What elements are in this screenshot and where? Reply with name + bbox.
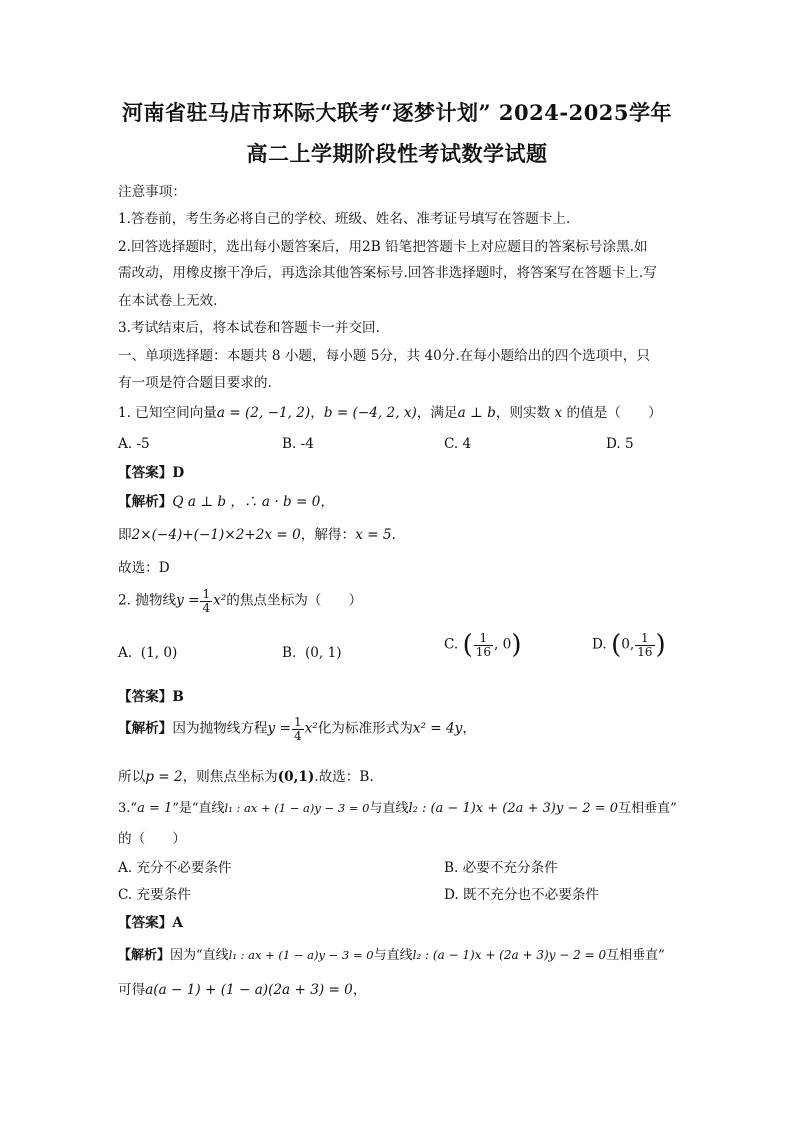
q2-analysis-label: 【解析】 [118, 720, 173, 737]
q2-opt-b-value: (0, 1) [304, 645, 342, 661]
q3-stem-mid1: ”是“直线 [172, 801, 225, 816]
q3-analysis-1-mid: 与直线 [373, 948, 413, 963]
q3-option-d: D. 既不充分也不必要条件 [444, 887, 599, 903]
q3-analysis-2 [118, 978, 366, 998]
q2-option-c: C. ( $\frac{1}{16}$ , 0) [444, 630, 522, 661]
q2-analysis-frac-den: 4 [293, 728, 302, 743]
notice-item-3: 3.考试结束后，将本试卷和答题卡一并交回. [118, 320, 380, 336]
q2-opt-b-label: B. [282, 645, 297, 661]
q3-analysis-1-prefix: 因为“直线 [170, 948, 229, 963]
q3-analysis-2-math: a(a − 1) + (1 − a)(2a + 3) = 0 [145, 982, 353, 998]
q2-analysis-2-p: p = 2 [145, 769, 183, 785]
q3-stem-prefix: 3.“ [118, 801, 138, 816]
q1-stem-prefix: 1. 已知空间向量 [118, 405, 217, 421]
q1-stem-mid: ，满足 [416, 405, 458, 421]
q2-analysis-2-end: .故选：B. [314, 769, 374, 785]
q2-stem-tail: 的焦点坐标为（ ） [226, 592, 363, 609]
q2-fraction [200, 588, 212, 614]
notice-item-2c: 在本试卷上无效. [118, 293, 218, 309]
q3-option-b: B. 必要不充分条件 [444, 860, 558, 876]
q2-opt-a-value: (1, 0) [140, 645, 178, 661]
notice-heading: 注意事项： [118, 184, 186, 200]
notice-item-2a: 2.回答选择题时，选出每小题答案后，用2B 铅笔把答题卡上对应题目的答案标号涂黑.如 [118, 239, 648, 255]
q2-analysis-2 [118, 765, 374, 785]
q2-opt-c-den: 16 [475, 644, 492, 659]
q2-option-a [118, 645, 177, 661]
q2-opt-d-label: D. [592, 636, 607, 653]
q1-option-d: D. 5 [606, 436, 634, 452]
q3-answer: 【答案】A [118, 915, 183, 931]
q2-analysis-eq-lhs: y = [267, 720, 291, 737]
q2-frac-num: 1 [202, 587, 211, 601]
q2-frac-den: 4 [202, 600, 211, 615]
q2-stem [118, 588, 362, 614]
q1-option-b: B. -4 [282, 436, 314, 452]
q3-option-c: C. 充要条件 [118, 887, 191, 903]
q3-analysis-2-end: ， [352, 982, 367, 998]
q1-var: x [554, 405, 563, 421]
q1-option-c: C. 4 [444, 436, 472, 452]
q3-analysis-1 [118, 944, 665, 963]
q2-opt-c-label: C. [444, 636, 459, 653]
q1-analysis-1 [118, 490, 334, 510]
q2-analysis-1 [118, 716, 476, 742]
q3-analysis-label: 【解析】 [118, 948, 171, 963]
q3-analysis-l2: l₂ : (a − 1)x + (2a + 3)y − 2 = 0 [412, 948, 607, 962]
q2-opt-c-frac [474, 632, 493, 658]
q2-opt-c-tail: , 0 [494, 636, 512, 653]
q3-l1: l₁ : ax + (1 − a)y − 3 = 0 [224, 801, 370, 815]
q2-stem-prefix: 2. 抛物线 [118, 592, 177, 609]
q3-analysis-1-end: 互相垂直” [606, 948, 665, 963]
q3-analysis-l1: l₁ : ax + (1 − a)y − 3 = 0 [228, 948, 374, 962]
q1-analysis-2-result: x = 5 [355, 527, 392, 543]
q3-cond: a = 1 [137, 801, 173, 816]
q1-perp: a ⊥ b [457, 405, 496, 421]
notice-item-2b: 需改动，用橡皮擦干净后，再选涂其他答案标号.回答非选择题时，将答案写在答题卡上.写 [118, 265, 657, 281]
q2-opt-d-frac [635, 632, 654, 658]
q2-option-d: D. (0, $\frac{1}{16}$ ) [592, 630, 666, 661]
q1-choose: 故选：D [118, 560, 170, 576]
section-heading-2: 有一项是符合题目要求的. [118, 375, 272, 391]
notice-item-1: 1.答卷前，考生务必将自己的学校、班级、姓名、准考证号填写在答题卡上. [118, 211, 571, 227]
q3-stem [118, 797, 677, 816]
q1-vector-a: a = (2, −1, 2) [216, 405, 311, 421]
q1-sep: ， [310, 405, 324, 421]
q3-stem-mid2: 与直线 [369, 801, 409, 816]
q2-analysis-1-end: ， [462, 720, 476, 737]
q3-stem-end: 互相垂直” [618, 801, 677, 816]
q2-opt-d-den: 16 [637, 644, 653, 659]
q2-analysis-2-prefix: 所以 [118, 769, 146, 785]
title-line-2: 高二上学期阶段性考试数学试题 [246, 141, 548, 166]
q1-option-a: A. -5 [118, 436, 150, 452]
q2-analysis-1-mid: 化为标准形式为 [317, 720, 413, 737]
q2-analysis-2-point: (0,1) [277, 769, 315, 785]
q2-analysis-frac-num: 1 [293, 715, 302, 729]
q3-stem-line-2: 的（ ） [118, 831, 186, 847]
q2-opt-d-head: 0, [621, 636, 635, 653]
q1-vector-b: b = (−4, 2, x) [323, 405, 417, 421]
q1-analysis-2 [118, 523, 396, 543]
title-line-1: 河南省驻马店市环际大联考“逐梦计划” 2024-2025学年 [121, 100, 673, 125]
q2-answer: 【答案】B [118, 689, 184, 705]
q1-analysis-2-mid: ，解得： [300, 527, 356, 543]
q2-opt-d-num: 1 [635, 632, 654, 646]
q2-opt-c-num: 1 [474, 632, 493, 646]
q1-analysis-2-end: . [391, 527, 396, 543]
q1-stem-tail: 的值是（ ） [566, 405, 662, 421]
q1-analysis-label: 【解析】 [118, 494, 173, 510]
q1-stem [118, 401, 662, 421]
q2-option-b [282, 645, 342, 661]
q3-l2: l₂ : (a − 1)x + (2a + 3)y − 2 = 0 [408, 801, 619, 816]
q2-analysis-2-mid: ，则焦点坐标为 [182, 769, 278, 785]
q2-eq-rhs: x² [213, 592, 227, 609]
q3-option-a: A. 充分不必要条件 [118, 860, 232, 876]
q1-answer: 【答案】D [118, 465, 185, 481]
q2-eq-lhs: y = [176, 592, 200, 609]
q2-analysis-1-prefix: 因为抛物线方程 [172, 720, 268, 737]
section-heading-1: 一、单项选择题：本题共 8 小题，每小题 5分，共 40分.在每小题给出的四个选项中，只 [118, 348, 650, 364]
q2-analysis-fraction [292, 716, 304, 742]
q1-analysis-2-prefix: 即 [118, 527, 132, 543]
q1-analysis-2-math: 2×(−4)+(−1)×2+2x = 0 [131, 527, 301, 543]
q2-analysis-eq-rhs: x² [304, 720, 318, 737]
q2-analysis-1-result: x² = 4y [412, 720, 463, 737]
q2-opt-a-label: A. [118, 645, 133, 661]
q1-stem-end: ，则实数 [495, 405, 551, 421]
q1-analysis-1-text: Q a ⊥ b ，∴ a · b = 0， [172, 494, 334, 510]
q3-analysis-2-prefix: 可得 [118, 982, 146, 998]
